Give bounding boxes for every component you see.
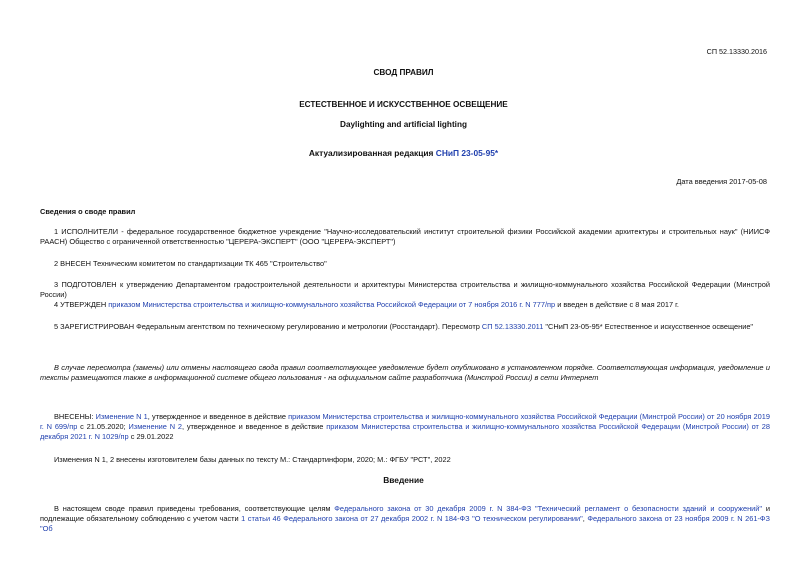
doc-type-title: СВОД ПРАВИЛ xyxy=(373,68,434,77)
amendment-2-link[interactable]: Изменение N 2 xyxy=(128,422,182,432)
intro-date: Дата введения 2017-05-08 xyxy=(676,177,767,186)
law-261-link[interactable]: Федерального закона от 23 ноября 2009 г. N 261-ФЗ "Об xyxy=(40,514,771,534)
edition-prefix: Актуализированная редакция xyxy=(308,148,436,158)
amend-text-1: ВНЕСЕНЫ: xyxy=(54,412,96,421)
doc-title-en: Daylighting and artificial lighting xyxy=(340,120,467,129)
amend-text-2: , утвержденное и введенное в действие xyxy=(147,412,289,421)
amend-text-4: , утвержденное и введенное в действие xyxy=(181,422,327,432)
registered-tail: "СНиП 23-05-95* Естественное и искусственное освещение" xyxy=(543,322,754,331)
approved-tail: и введен в действие с 8 мая 2017 г. xyxy=(555,300,679,309)
para-registered xyxy=(40,322,770,332)
amendment-2-order-link[interactable]: приказом Министерства строительства и жилищно-коммунального хозяйства Российской Федерации (Минстрой России) от 28 декабря 2021 г. N 1029/пр xyxy=(40,422,770,442)
intro-text-2: и подлежащие обязательному соблюдению с учетом части xyxy=(40,504,770,524)
intro-text-3: , xyxy=(582,514,588,524)
about-heading: Сведения о своде правил xyxy=(40,207,136,216)
amend-text-5: с 29.01.2022 xyxy=(128,432,174,442)
amend-text-3: с 21.05.2020; xyxy=(77,422,129,432)
doc-code: СП 52.13330.2016 xyxy=(706,47,767,56)
doc-title-ru: ЕСТЕСТВЕННОЕ И ИСКУССТВЕННОЕ ОСВЕЩЕНИЕ xyxy=(299,100,508,109)
amendment-1-link[interactable]: Изменение N 1 xyxy=(95,412,148,421)
law-184-link[interactable]: 1 статьи 46 Федерального закона от 27 декабря 2002 г. N 184-ФЗ "О техническом регулировании" xyxy=(241,514,583,524)
changes-note: Изменения N 1, 2 внесены изготовителем базы данных по тексту М.: Стандартинформ, 2020; М.: ФГБУ "РСТ", 2022 xyxy=(54,455,451,464)
edition-link[interactable]: СНиП 23-05-95* xyxy=(435,148,499,158)
revision-notice: В случае пересмотра (замены) или отмены настоящего свода правил соответствующее уведомление будет опубликовано в установленном порядке. Соответствующая информация, уведомление и тексты размещаются также в информационной системе общего пользования - на официальном сайте разработчика (Минстрой России) в сети Интернет xyxy=(40,363,770,383)
registered-sp-link[interactable]: СП 52.13330.2011 xyxy=(481,322,544,331)
para-approved xyxy=(40,300,770,310)
intro-text-1: В настоящем своде правил приведены требования, соответствующие целям xyxy=(54,504,335,513)
registered-lead: 5 ЗАРЕГИСТРИРОВАН Федеральным агентством по техническому регулированию и метрологии (Росстандарт). Пересмотр xyxy=(54,322,482,331)
amendment-1-order-link[interactable]: приказом Министерства строительства и жилищно-коммунального хозяйства Российской Федерации (Минстрой России) от 20 ноября 2019 г. N 699/пр xyxy=(40,412,770,432)
approved-lead: 4 УТВЕРЖДЕН xyxy=(54,300,109,309)
para-executors: 1 ИСПОЛНИТЕЛИ - федеральное государственное бюджетное учреждение "Научно-исследовательский институт строительной физики Российской академии архитектуры и строительных наук" (НИИСФ РААСН) Общество с ограниченной ответственностью "ЦЕРЕРА-ЭКСПЕРТ" (ООО "ЦЕРЕРА-ЭКСПЕРТ") xyxy=(40,227,770,247)
approved-order-link[interactable]: приказом Министерства строительства и жилищно-коммунального хозяйства Российской Федерации от 7 ноября 2016 г. N 777/пр xyxy=(108,300,556,309)
para-introduced: 2 ВНЕСЕН Техническим комитетом по стандартизации ТК 465 "Строительство" xyxy=(54,259,327,268)
introduction-paragraph xyxy=(40,504,770,535)
law-384-link[interactable]: Федерального закона от 30 декабря 2009 г. N 384-ФЗ "Технический регламент о безопасности зданий и сооружений" xyxy=(334,504,763,513)
amendments-paragraph xyxy=(40,412,770,443)
para-prepared: 3 ПОДГОТОВЛЕН к утверждению Департаментом градостроительной деятельности и архитектуры Министерства строительства и жилищно-коммунального хозяйства Российской Федерации (Минстрой России) xyxy=(40,280,770,300)
edition-line xyxy=(0,148,807,160)
introduction-heading: Введение xyxy=(383,475,424,485)
